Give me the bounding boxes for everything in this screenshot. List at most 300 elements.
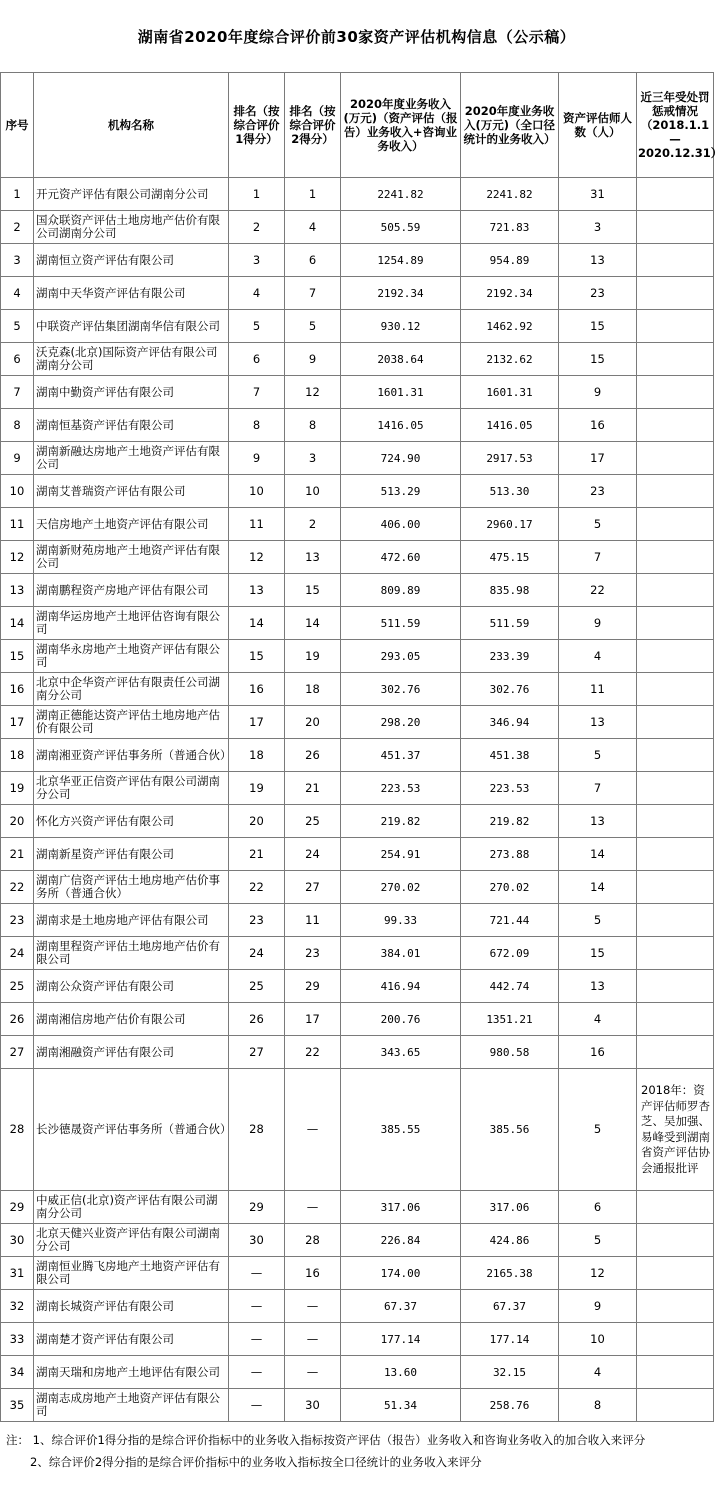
institution-table	[0, 72, 722, 1422]
page-title: 湖南省2020年度综合评价前30家资产评估机构信息（公示稿）	[137, 27, 576, 46]
cell-income1: 219.82	[341, 805, 461, 838]
cell-rank2: 6	[285, 244, 341, 277]
cell-rank1: 24	[229, 937, 285, 970]
cell-rank2: 16	[285, 1257, 341, 1290]
cell-income1: 13.60	[341, 1356, 461, 1389]
cell-income2: 1416.05	[461, 409, 559, 442]
cell-penalty	[637, 178, 714, 211]
cell-name: 湖南艾普瑞资产评估有限公司	[34, 475, 229, 508]
cell-penalty	[637, 541, 714, 574]
cell-name: 湖南鹏程资产房地产评估有限公司	[34, 574, 229, 607]
cell-seq: 21	[1, 838, 34, 871]
cell-rank1: 22	[229, 871, 285, 904]
cell-appraisers: 23	[559, 475, 637, 508]
cell-income2: 1462.92	[461, 310, 559, 343]
cell-rank1: —	[229, 1290, 285, 1323]
cell-name: 湖南新星资产评估有限公司	[34, 838, 229, 871]
table-row	[1, 904, 714, 937]
table-row	[1, 1389, 714, 1422]
cell-appraisers: 5	[559, 904, 637, 937]
cell-income2: 2132.62	[461, 343, 559, 376]
cell-seq: 11	[1, 508, 34, 541]
cell-income1: 317.06	[341, 1191, 461, 1224]
cell-penalty	[637, 376, 714, 409]
table-body	[1, 178, 714, 1422]
cell-income2: 219.82	[461, 805, 559, 838]
cell-appraisers: 4	[559, 1356, 637, 1389]
cell-rank1: —	[229, 1389, 285, 1422]
cell-seq: 9	[1, 442, 34, 475]
cell-penalty	[637, 508, 714, 541]
cell-penalty	[637, 904, 714, 937]
cell-income2: 424.86	[461, 1224, 559, 1257]
cell-income2: 67.37	[461, 1290, 559, 1323]
cell-penalty	[637, 1191, 714, 1224]
cell-seq: 20	[1, 805, 34, 838]
cell-penalty	[637, 706, 714, 739]
cell-income1: 226.84	[341, 1224, 461, 1257]
cell-income2: 2960.17	[461, 508, 559, 541]
table-row	[1, 1003, 714, 1036]
cell-name: 湖南湘亚资产评估事务所（普通合伙）	[34, 739, 229, 772]
cell-rank1: 9	[229, 442, 285, 475]
cell-income2: 233.39	[461, 640, 559, 673]
cell-income1: 472.60	[341, 541, 461, 574]
table-header-row	[1, 73, 714, 178]
cell-income1: 254.91	[341, 838, 461, 871]
cell-name: 长沙德晟资产评估事务所（普通合伙）	[34, 1069, 229, 1191]
cell-rank1: 17	[229, 706, 285, 739]
cell-seq: 19	[1, 772, 34, 805]
cell-income1: 2192.34	[341, 277, 461, 310]
table-row	[1, 1191, 714, 1224]
cell-seq: 24	[1, 937, 34, 970]
cell-income1: 2038.64	[341, 343, 461, 376]
cell-rank2: 27	[285, 871, 341, 904]
table-row	[1, 1323, 714, 1356]
cell-income1: 416.94	[341, 970, 461, 1003]
table-row	[1, 343, 714, 376]
cell-rank2: 24	[285, 838, 341, 871]
cell-name: 湖南公众资产评估有限公司	[34, 970, 229, 1003]
cell-income1: 724.90	[341, 442, 461, 475]
cell-name: 怀化方兴资产评估有限公司	[34, 805, 229, 838]
cell-rank2: 5	[285, 310, 341, 343]
cell-penalty	[637, 871, 714, 904]
cell-appraisers: 16	[559, 409, 637, 442]
table-row	[1, 475, 714, 508]
header-name: 机构名称	[34, 73, 229, 178]
cell-income1: 343.65	[341, 1036, 461, 1069]
cell-penalty	[637, 1224, 714, 1257]
cell-seq: 35	[1, 1389, 34, 1422]
cell-name: 湖南恒立资产评估有限公司	[34, 244, 229, 277]
cell-income1: 505.59	[341, 211, 461, 244]
cell-income1: 451.37	[341, 739, 461, 772]
cell-seq: 25	[1, 970, 34, 1003]
cell-income1: 513.29	[341, 475, 461, 508]
cell-appraisers: 11	[559, 673, 637, 706]
header-income1: 2020年度业务收入(万元)（资产评估（报告）业务收入+咨询业务收入）	[341, 73, 461, 178]
cell-name: 湖南新融达房地产土地资产评估有限公司	[34, 442, 229, 475]
cell-income1: 1254.89	[341, 244, 461, 277]
cell-seq: 32	[1, 1290, 34, 1323]
cell-seq: 6	[1, 343, 34, 376]
cell-name: 湖南天瑞和房地产土地评估有限公司	[34, 1356, 229, 1389]
cell-rank1: 29	[229, 1191, 285, 1224]
cell-penalty	[637, 640, 714, 673]
cell-rank1: 28	[229, 1069, 285, 1191]
cell-income2: 475.15	[461, 541, 559, 574]
cell-name: 湖南里程资产评估土地房地产估价有限公司	[34, 937, 229, 970]
cell-seq: 5	[1, 310, 34, 343]
cell-rank2: 3	[285, 442, 341, 475]
cell-appraisers: 8	[559, 1389, 637, 1422]
cell-appraisers: 16	[559, 1036, 637, 1069]
table-row	[1, 970, 714, 1003]
cell-rank1: 11	[229, 508, 285, 541]
cell-rank2: 17	[285, 1003, 341, 1036]
cell-income2: 980.58	[461, 1036, 559, 1069]
table-row	[1, 277, 714, 310]
cell-name: 湖南中天华资产评估有限公司	[34, 277, 229, 310]
cell-income2: 2192.34	[461, 277, 559, 310]
cell-rank1: 27	[229, 1036, 285, 1069]
cell-appraisers: 15	[559, 937, 637, 970]
cell-appraisers: 5	[559, 508, 637, 541]
cell-rank1: 3	[229, 244, 285, 277]
cell-name: 湖南正德能达资产评估土地房地产估价有限公司	[34, 706, 229, 739]
cell-rank2: —	[285, 1069, 341, 1191]
cell-rank2: 21	[285, 772, 341, 805]
cell-income1: 385.55	[341, 1069, 461, 1191]
cell-income1: 67.37	[341, 1290, 461, 1323]
cell-appraisers: 3	[559, 211, 637, 244]
table-row	[1, 1224, 714, 1257]
cell-rank1: —	[229, 1356, 285, 1389]
header-income2: 2020年度业务收入(万元)（全口径统计的业务收入）	[461, 73, 559, 178]
cell-seq: 31	[1, 1257, 34, 1290]
cell-penalty	[637, 1323, 714, 1356]
table-row	[1, 937, 714, 970]
cell-income1: 2241.82	[341, 178, 461, 211]
cell-seq: 7	[1, 376, 34, 409]
table-row	[1, 442, 714, 475]
cell-seq: 8	[1, 409, 34, 442]
header-rank2: 排名（按综合评价2得分）	[285, 73, 341, 178]
cell-name: 中威正信(北京)资产评估有限公司湖南分公司	[34, 1191, 229, 1224]
cell-appraisers: 12	[559, 1257, 637, 1290]
table-row	[1, 310, 714, 343]
table-row	[1, 739, 714, 772]
cell-appraisers: 13	[559, 805, 637, 838]
cell-rank2: 12	[285, 376, 341, 409]
cell-income1: 223.53	[341, 772, 461, 805]
cell-rank2: 11	[285, 904, 341, 937]
cell-rank1: 1	[229, 178, 285, 211]
cell-appraisers: 9	[559, 376, 637, 409]
table-row	[1, 1290, 714, 1323]
cell-rank2: 18	[285, 673, 341, 706]
cell-penalty	[637, 772, 714, 805]
cell-appraisers: 5	[559, 739, 637, 772]
cell-appraisers: 4	[559, 640, 637, 673]
cell-name: 国众联资产评估土地房地产估价有限公司湖南分公司	[34, 211, 229, 244]
cell-income2: 511.59	[461, 607, 559, 640]
cell-rank1: 16	[229, 673, 285, 706]
cell-rank2: 22	[285, 1036, 341, 1069]
cell-income2: 721.44	[461, 904, 559, 937]
cell-income1: 177.14	[341, 1323, 461, 1356]
cell-rank1: 6	[229, 343, 285, 376]
cell-penalty	[637, 1290, 714, 1323]
cell-income2: 513.30	[461, 475, 559, 508]
header-appraisers: 资产评估师人数（人）	[559, 73, 637, 178]
cell-income2: 317.06	[461, 1191, 559, 1224]
cell-rank1: 14	[229, 607, 285, 640]
cell-income2: 177.14	[461, 1323, 559, 1356]
cell-rank1: 8	[229, 409, 285, 442]
table-row	[1, 541, 714, 574]
cell-name: 北京天健兴业资产评估有限公司湖南分公司	[34, 1224, 229, 1257]
cell-rank1: 10	[229, 475, 285, 508]
cell-seq: 1	[1, 178, 34, 211]
cell-rank2: 8	[285, 409, 341, 442]
cell-name: 湖南新财苑房地产土地资产评估有限公司	[34, 541, 229, 574]
cell-income1: 406.00	[341, 508, 461, 541]
cell-income2: 258.76	[461, 1389, 559, 1422]
cell-penalty	[637, 607, 714, 640]
cell-rank2: 19	[285, 640, 341, 673]
cell-appraisers: 13	[559, 970, 637, 1003]
cell-rank1: 4	[229, 277, 285, 310]
cell-rank1: 19	[229, 772, 285, 805]
cell-appraisers: 13	[559, 706, 637, 739]
cell-seq: 13	[1, 574, 34, 607]
cell-appraisers: 6	[559, 1191, 637, 1224]
cell-seq: 29	[1, 1191, 34, 1224]
table-row	[1, 244, 714, 277]
cell-appraisers: 15	[559, 310, 637, 343]
cell-rank2: 28	[285, 1224, 341, 1257]
cell-penalty	[637, 442, 714, 475]
cell-seq: 30	[1, 1224, 34, 1257]
footnote-1: 注： 1、综合评价1得分指的是综合评价指标中的业务收入指标按资产评估（报告）业务收入和咨询业务收入的加合收入来评分	[6, 1433, 646, 1447]
cell-seq: 22	[1, 871, 34, 904]
cell-rank2: 29	[285, 970, 341, 1003]
cell-income2: 2165.38	[461, 1257, 559, 1290]
cell-seq: 33	[1, 1323, 34, 1356]
cell-name: 湖南湘融资产评估有限公司	[34, 1036, 229, 1069]
cell-income2: 270.02	[461, 871, 559, 904]
cell-penalty	[637, 970, 714, 1003]
cell-seq: 14	[1, 607, 34, 640]
cell-penalty	[637, 1003, 714, 1036]
cell-appraisers: 7	[559, 772, 637, 805]
cell-seq: 2	[1, 211, 34, 244]
cell-income2: 32.15	[461, 1356, 559, 1389]
cell-penalty	[637, 277, 714, 310]
cell-income1: 200.76	[341, 1003, 461, 1036]
cell-income2: 954.89	[461, 244, 559, 277]
cell-income1: 384.01	[341, 937, 461, 970]
cell-income1: 51.34	[341, 1389, 461, 1422]
cell-income1: 99.33	[341, 904, 461, 937]
table-row	[1, 772, 714, 805]
cell-seq: 18	[1, 739, 34, 772]
cell-appraisers: 15	[559, 343, 637, 376]
cell-name: 湖南湘信房地产估价有限公司	[34, 1003, 229, 1036]
cell-seq: 3	[1, 244, 34, 277]
cell-income2: 302.76	[461, 673, 559, 706]
cell-seq: 17	[1, 706, 34, 739]
cell-name: 天信房地产土地资产评估有限公司	[34, 508, 229, 541]
cell-appraisers: 14	[559, 871, 637, 904]
cell-appraisers: 5	[559, 1224, 637, 1257]
table-row	[1, 640, 714, 673]
cell-penalty	[637, 211, 714, 244]
cell-rank2: 26	[285, 739, 341, 772]
cell-penalty	[637, 1257, 714, 1290]
cell-rank1: 21	[229, 838, 285, 871]
cell-appraisers: 17	[559, 442, 637, 475]
cell-rank1: 7	[229, 376, 285, 409]
cell-seq: 16	[1, 673, 34, 706]
cell-appraisers: 5	[559, 1069, 637, 1191]
cell-seq: 15	[1, 640, 34, 673]
cell-income1: 1601.31	[341, 376, 461, 409]
cell-penalty	[637, 673, 714, 706]
cell-penalty: 2018年：资产评估师罗杏芝、吴加强、易峰受到湖南省资产评估协会通报批评	[637, 1069, 714, 1191]
cell-rank2: 23	[285, 937, 341, 970]
table-row	[1, 508, 714, 541]
cell-income1: 270.02	[341, 871, 461, 904]
cell-rank2: 20	[285, 706, 341, 739]
cell-income2: 721.83	[461, 211, 559, 244]
cell-name: 沃克森(北京)国际资产评估有限公司湖南分公司	[34, 343, 229, 376]
cell-appraisers: 7	[559, 541, 637, 574]
cell-income2: 2917.53	[461, 442, 559, 475]
cell-penalty	[637, 343, 714, 376]
cell-rank1: 23	[229, 904, 285, 937]
cell-seq: 4	[1, 277, 34, 310]
cell-income1: 511.59	[341, 607, 461, 640]
cell-name: 湖南长城资产评估有限公司	[34, 1290, 229, 1323]
footnote-2: 2、综合评价2得分指的是综合评价指标中的业务收入指标按全口径统计的业务收入来评分	[30, 1455, 482, 1469]
cell-name: 北京华亚正信资产评估有限公司湖南分公司	[34, 772, 229, 805]
cell-penalty	[637, 937, 714, 970]
cell-rank1: 15	[229, 640, 285, 673]
cell-penalty	[637, 1356, 714, 1389]
cell-rank2: 13	[285, 541, 341, 574]
cell-seq: 28	[1, 1069, 34, 1191]
cell-penalty	[637, 244, 714, 277]
cell-rank2: 25	[285, 805, 341, 838]
cell-penalty	[637, 409, 714, 442]
cell-income1: 930.12	[341, 310, 461, 343]
cell-income1: 298.20	[341, 706, 461, 739]
cell-name: 湖南恒业腾飞房地产土地资产评估有限公司	[34, 1257, 229, 1290]
table-row	[1, 409, 714, 442]
cell-appraisers: 22	[559, 574, 637, 607]
table-row	[1, 1257, 714, 1290]
cell-rank1: 20	[229, 805, 285, 838]
cell-rank1: 5	[229, 310, 285, 343]
cell-appraisers: 4	[559, 1003, 637, 1036]
cell-appraisers: 9	[559, 607, 637, 640]
cell-income2: 442.74	[461, 970, 559, 1003]
cell-name: 湖南广信资产评估土地房地产估价事务所（普通合伙）	[34, 871, 229, 904]
cell-appraisers: 14	[559, 838, 637, 871]
cell-name: 北京中企华资产评估有限责任公司湖南分公司	[34, 673, 229, 706]
table-row	[1, 376, 714, 409]
cell-penalty	[637, 574, 714, 607]
cell-name: 开元资产评估有限公司湖南分公司	[34, 178, 229, 211]
cell-penalty	[637, 475, 714, 508]
cell-income1: 302.76	[341, 673, 461, 706]
cell-rank1: 12	[229, 541, 285, 574]
cell-penalty	[637, 739, 714, 772]
cell-seq: 34	[1, 1356, 34, 1389]
cell-rank1: 2	[229, 211, 285, 244]
table-row	[1, 574, 714, 607]
cell-appraisers: 9	[559, 1290, 637, 1323]
cell-penalty	[637, 805, 714, 838]
table-row	[1, 1069, 714, 1191]
cell-penalty	[637, 838, 714, 871]
table-row	[1, 871, 714, 904]
header-rank1: 排名（按综合评价1得分）	[229, 73, 285, 178]
cell-income2: 1351.21	[461, 1003, 559, 1036]
cell-rank2: 30	[285, 1389, 341, 1422]
table-row	[1, 178, 714, 211]
table-row	[1, 1036, 714, 1069]
cell-penalty	[637, 1036, 714, 1069]
cell-income2: 1601.31	[461, 376, 559, 409]
footnotes	[0, 1432, 713, 1470]
cell-rank2: —	[285, 1356, 341, 1389]
cell-seq: 26	[1, 1003, 34, 1036]
cell-rank2: —	[285, 1290, 341, 1323]
cell-penalty	[637, 1389, 714, 1422]
cell-rank2: 10	[285, 475, 341, 508]
table-row	[1, 805, 714, 838]
table-row	[1, 607, 714, 640]
cell-penalty	[637, 310, 714, 343]
cell-rank2: 9	[285, 343, 341, 376]
cell-income1: 293.05	[341, 640, 461, 673]
cell-rank1: 30	[229, 1224, 285, 1257]
cell-income2: 223.53	[461, 772, 559, 805]
header-seq: 序号	[1, 73, 34, 178]
header-penalty: 近三年受处罚惩戒情况（2018.1.1—2020.12.31）	[637, 73, 714, 178]
cell-rank2: 4	[285, 211, 341, 244]
cell-seq: 23	[1, 904, 34, 937]
table-row	[1, 673, 714, 706]
cell-name: 湖南中勤资产评估有限公司	[34, 376, 229, 409]
cell-name: 湖南楚才资产评估有限公司	[34, 1323, 229, 1356]
cell-rank2: 7	[285, 277, 341, 310]
cell-income2: 451.38	[461, 739, 559, 772]
table-row	[1, 211, 714, 244]
cell-rank1: 25	[229, 970, 285, 1003]
table-row	[1, 1356, 714, 1389]
cell-income1: 174.00	[341, 1257, 461, 1290]
cell-rank1: 18	[229, 739, 285, 772]
cell-seq: 27	[1, 1036, 34, 1069]
cell-appraisers: 10	[559, 1323, 637, 1356]
cell-income2: 346.94	[461, 706, 559, 739]
